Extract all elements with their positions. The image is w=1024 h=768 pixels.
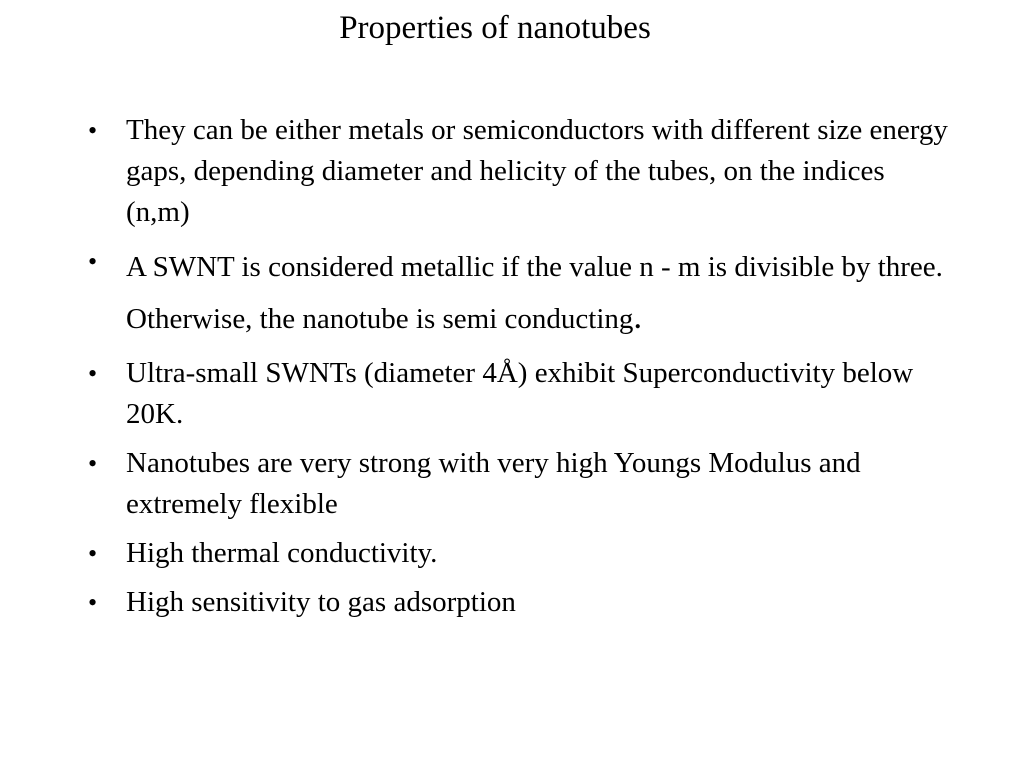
bullet-icon: •: [88, 449, 98, 478]
bullet-icon: •: [88, 588, 98, 617]
bullet-text: A SWNT is considered metallic if the value n - m is divisible by three. Otherwise, the nanotube is semi conducting: [126, 251, 943, 335]
bullet-icon: •: [88, 359, 98, 388]
bullet-text: Ultra-small SWNTs (diameter 4Å) exhibit Superconductivity below 20K.: [126, 357, 914, 430]
bullet-list: [88, 110, 948, 631]
bullet-icon: •: [88, 539, 98, 568]
bullet-item: [88, 110, 948, 233]
bullet-item: [88, 241, 948, 345]
bullet-text: Nanotubes are very strong with very high Youngs Modulus and extremely flexible: [126, 447, 861, 520]
bullet-item: [88, 443, 948, 525]
bullet-text: High sensitivity to gas adsorption: [126, 586, 516, 618]
bullet-item: [88, 582, 948, 623]
bullet-icon: •: [88, 247, 98, 276]
bullet-item: [88, 353, 948, 435]
bullet-text: They can be either metals or semiconductors with different size energy gaps, depending diameter and helicity of the tubes, on the indices (n,m): [126, 114, 948, 228]
slide-title: Properties of nanotubes: [339, 10, 651, 46]
bullet-text-period: .: [633, 297, 643, 336]
bullet-icon: •: [88, 116, 98, 145]
bullet-text: High thermal conductivity.: [126, 537, 438, 569]
bullet-item: [88, 533, 948, 574]
